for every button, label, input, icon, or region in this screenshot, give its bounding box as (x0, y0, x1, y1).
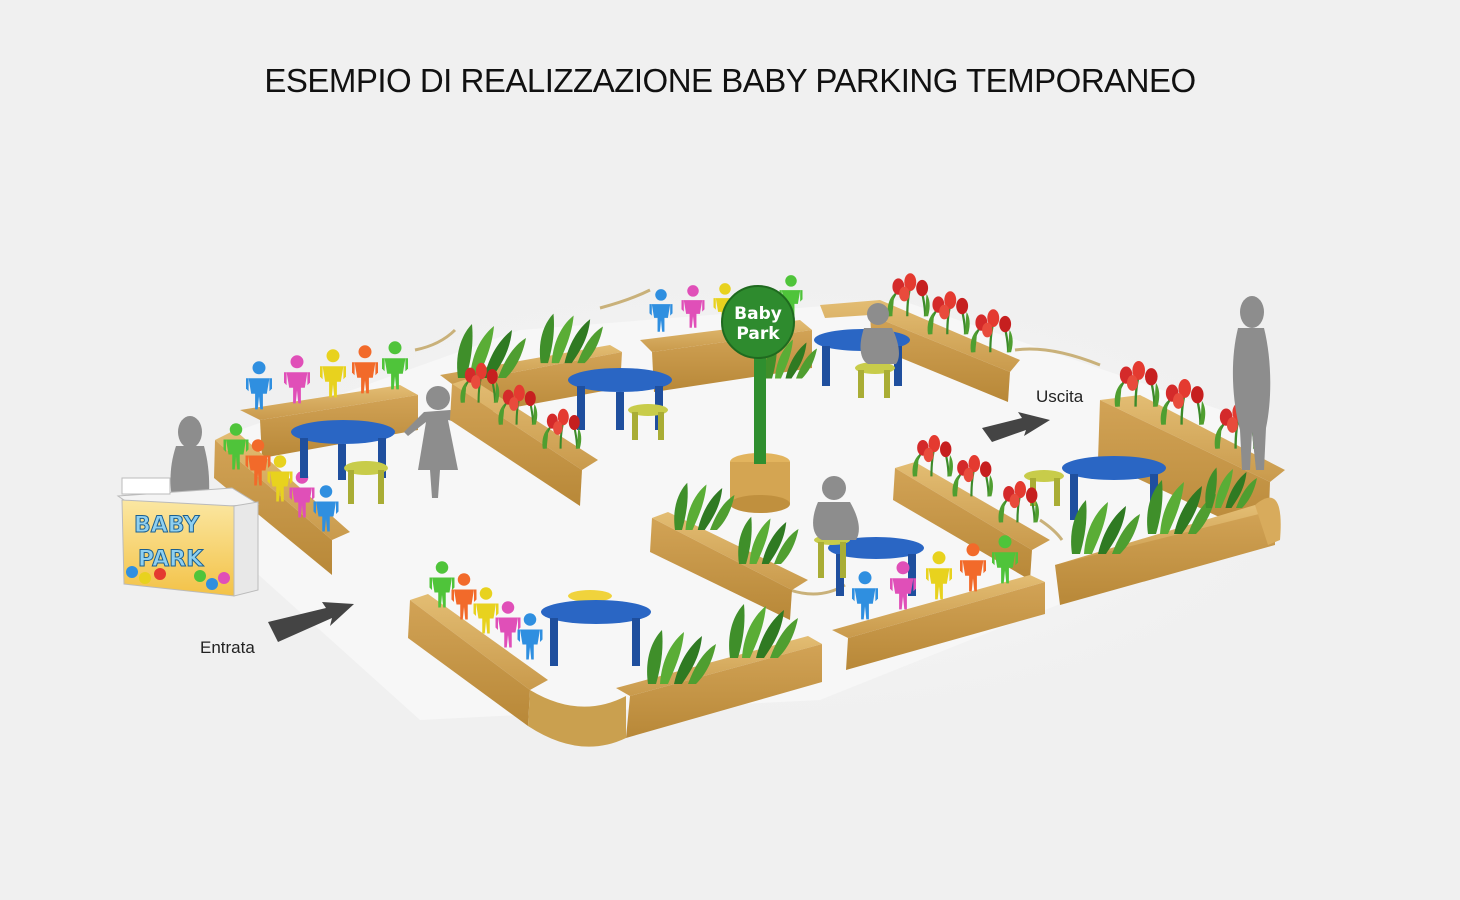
sign-line-2: Park (736, 324, 780, 344)
sign-line-1: Baby (734, 304, 782, 324)
exit-label: Uscita (1036, 387, 1084, 406)
entry-label: Entrata (200, 638, 255, 657)
reception-desk (118, 478, 258, 596)
desk-line-2: PARK (138, 547, 204, 572)
desk-line-1: BABY (134, 513, 200, 538)
table-back-center (568, 368, 672, 440)
diagram-title: ESEMPIO DI REALIZZAZIONE BABY PARKING TEMPORANEO (264, 62, 1196, 99)
